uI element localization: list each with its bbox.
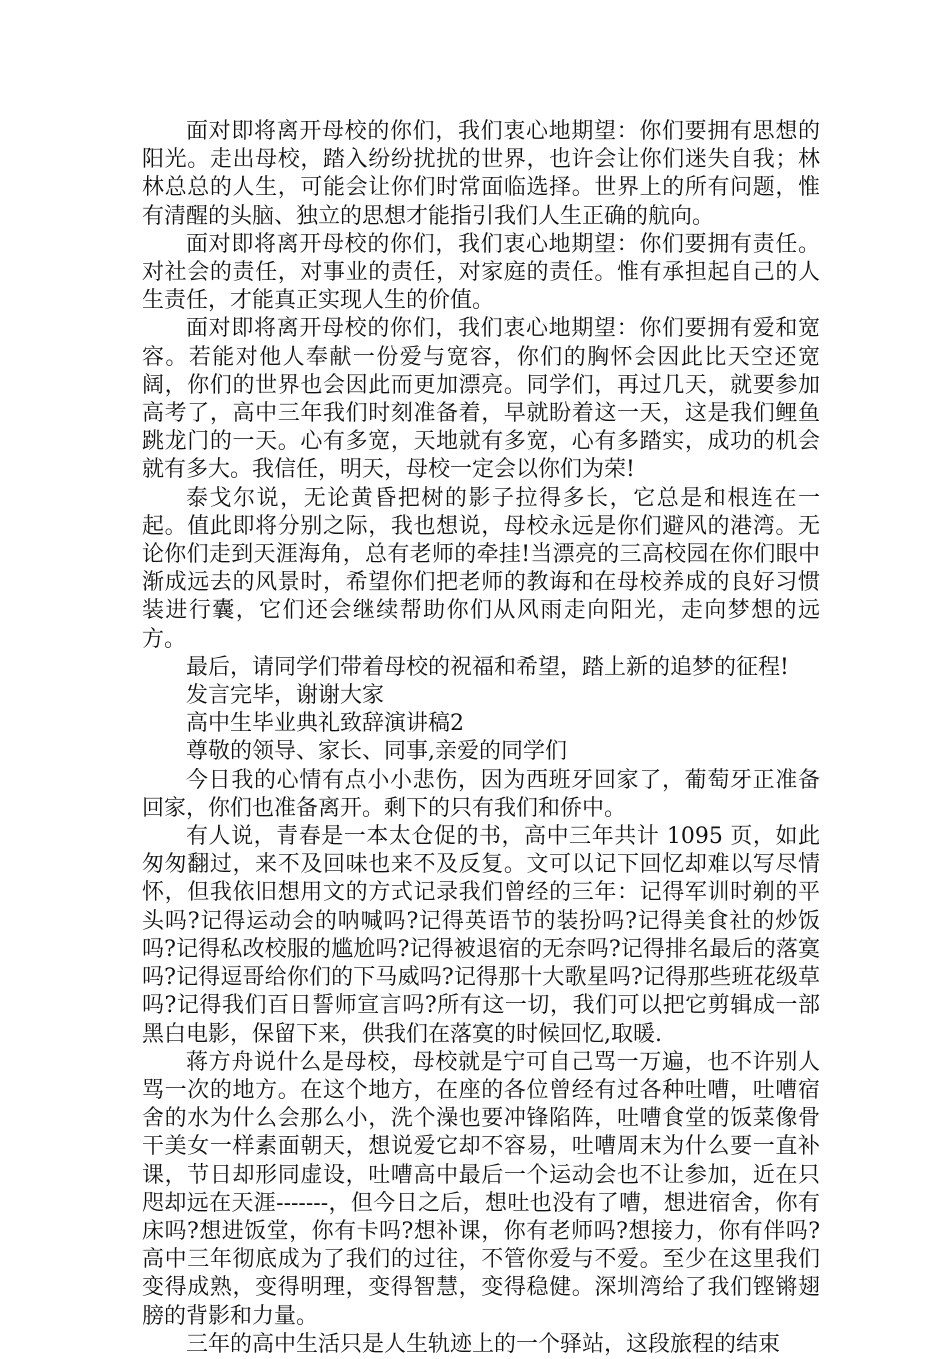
paragraph: 面对即将离开母校的你们，我们衷心地期望：你们要拥有思想的阳光。走出母校，踏入纷纷扰扰的世界，也许会让你们迷失自我；林林总总的人生，可能会让你们时常面临选择。世界上的所有问题，惟有清醒的头脑、独立的思想才能指引我们人生正确的航向。	[142, 119, 820, 229]
paragraph: 三年的高中生活只是人生轨迹上的一个驿站，这段旅程的结束	[186, 1331, 781, 1357]
paragraph: 今日我的心情有点小小悲伤，因为西班牙回家了，葡萄牙正准备回家，你们也准备离开。剩下的只有我们和侨中。	[142, 767, 820, 821]
salutation: 尊敬的领导、家长、同事,亲爱的同学们	[186, 739, 567, 765]
paragraph: 蒋方舟说什么是母校，母校就是宁可自己骂一万遍，也不许别人骂一次的地方。在这个地方，在座的各位曾经有过各种吐嘈，吐嘈宿舍的水为什么会那么小，洗个澡也要冲锋陷阵，吐嘈食堂的饭菜像骨干美女一样素面朝天，想说爱它却不容易，吐嘈周末为什么要一直补课，节日却形同虚设，吐嘈高中最后一个运动会也不让参加，近在只咫却远在天涯-------，但今日之后，想吐也没有了嘈，想进宿舍，你有床吗?想进饭堂，你有卡吗?想补课，你有老师吗?想接力，你有伴吗?高中三年彻底成为了我们的过往，不管你爱与不爱。至少在这里我们变得成熟，变得明理，变得智慧，变得稳健。深圳湾给了我们铿锵翅膀的背影和力量。	[142, 1049, 820, 1329]
paragraph: 泰戈尔说，无论黄昏把树的影子拉得多长，它总是和根连在一起。值此即将分别之际，我也想说，母校永远是你们避风的港湾。无论你们走到天涯海角，总有老师的牵挂!当漂亮的三高校园在你们眼中渐成远去的风景时，希望你们把老师的教诲和在母校养成的良好习惯装进行囊，它们还会继续帮助你们从风雨走向阳光，走向梦想的远方。	[142, 485, 820, 652]
paragraph: 面对即将离开母校的你们，我们衷心地期望：你们要拥有责任。对社会的责任，对事业的责任，对家庭的责任。惟有承担起自己的人生责任，才能真正实现人生的价值。	[142, 231, 820, 314]
document-body	[142, 118, 820, 1359]
paragraph: 面对即将离开母校的你们，我们衷心地期望：你们要拥有爱和宽容。若能对他人奉献一份爱与宽容，你们的胸怀会因此比天空还宽阔，你们的世界也会因此而更加漂亮。同学们，再过几天，就要参加高考了，高中三年我们时刻准备着，早就盼着这一天，这是我们鲤鱼跳龙门的一天。心有多宽，天地就有多宽，心有多踏实，成功的机会就有多大。我信任，明天，母校一定会以你们为荣!	[142, 316, 820, 483]
section-title: 高中生毕业典礼致辞演讲稿2	[186, 711, 464, 737]
closing-thanks: 发言完毕，谢谢大家	[186, 683, 385, 709]
paragraph: 有人说，青春是一本太仓促的书，高中三年共计 1095 页，如此匆匆翻过，来不及回味也来不及反复。文可以记下回忆却难以写尽情怀，但我依旧想用文的方式记录我们曾经的三年：记得军训时剃的平头吗?记得运动会的呐喊吗?记得英语节的装扮吗?记得美食社的炒饭吗?记得私改校服的尴尬吗?记得被退宿的无奈吗?记得排名最后的落寞吗?记得逗哥给你们的下马威吗?记得那十大歌星吗?记得那些班花级草吗?记得我们百日誓师宣言吗?所有这一切，我们可以把它剪辑成一部黑白电影，保留下来，供我们在落寞的时候回忆,取暖.	[142, 824, 820, 1047]
closing-line: 最后，请同学们带着母校的祝福和希望，踏上新的追梦的征程!	[186, 654, 789, 680]
